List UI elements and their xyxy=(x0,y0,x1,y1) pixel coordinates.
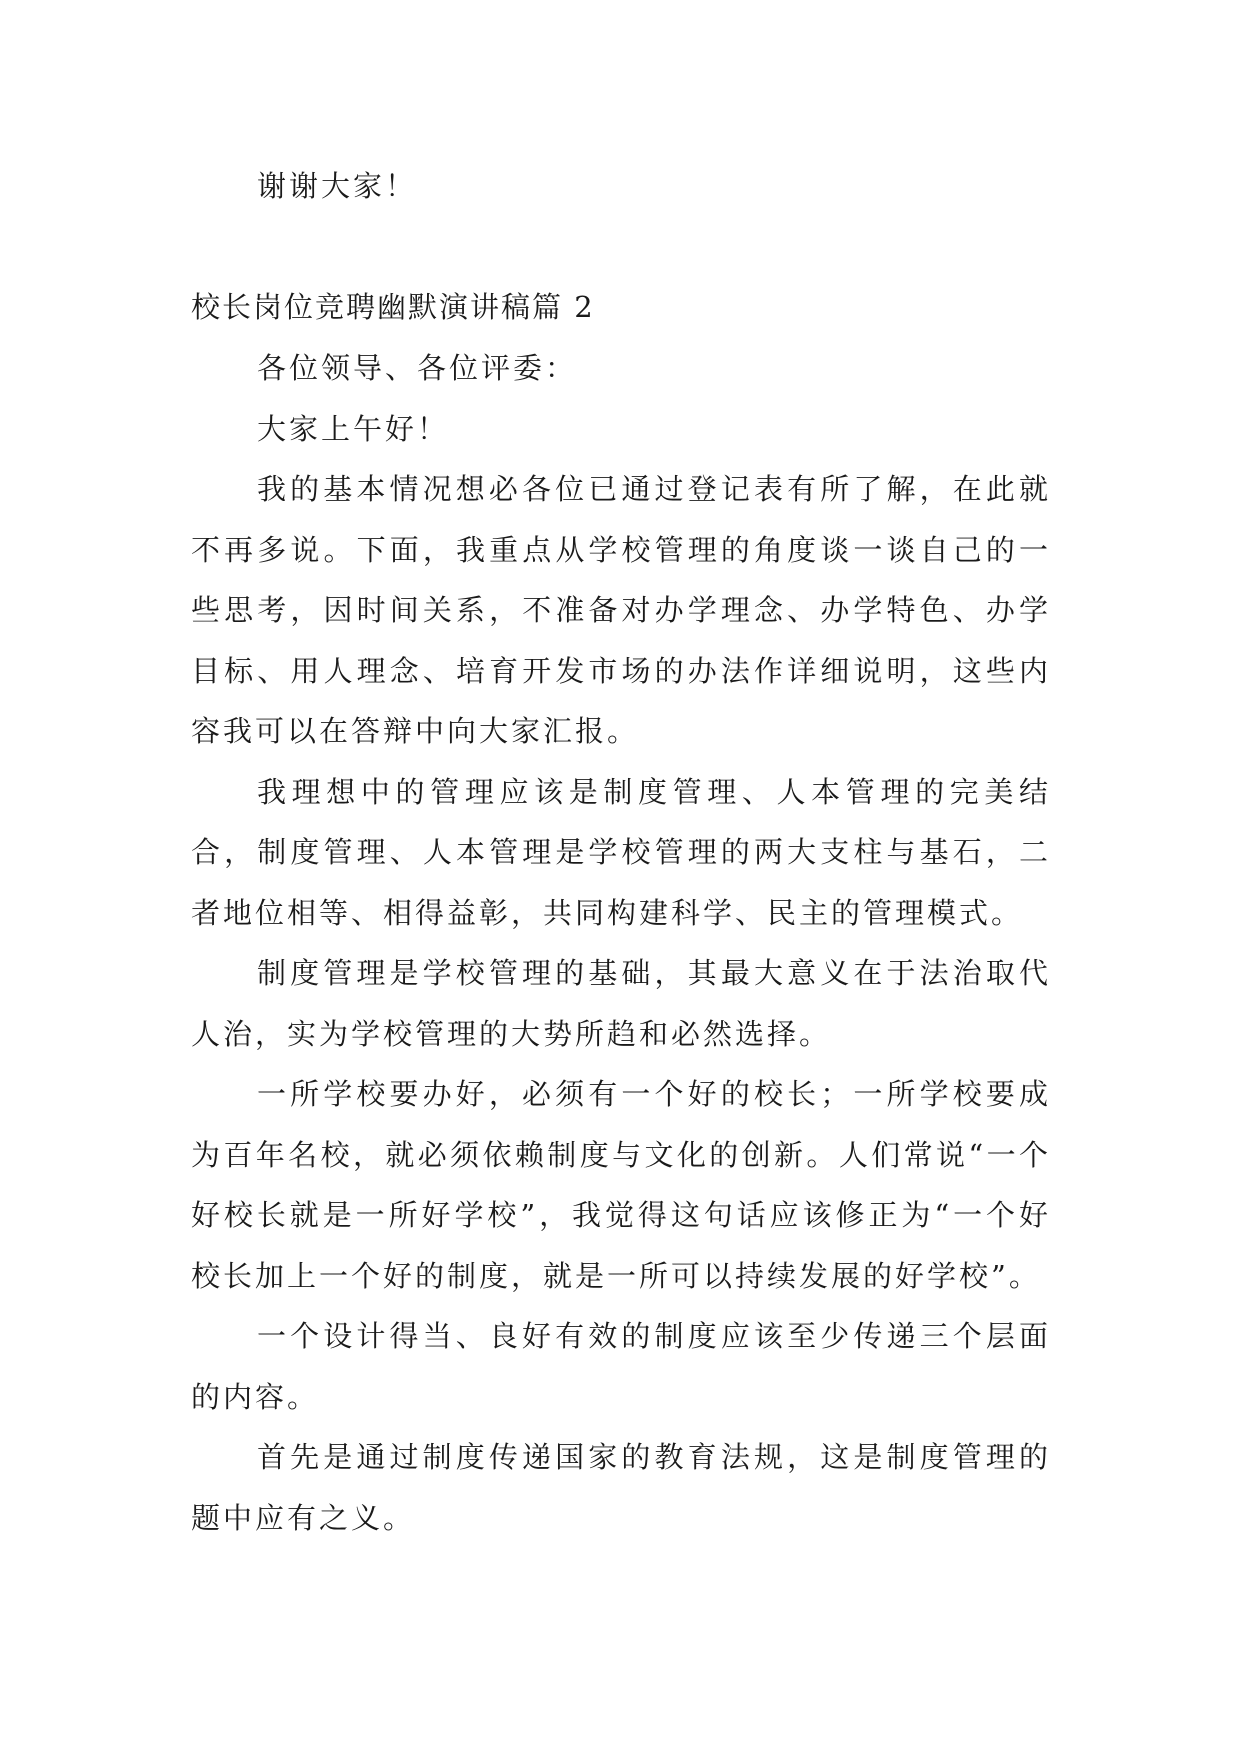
paragraph-greeting: 大家上午好！ xyxy=(257,411,450,446)
paragraph: 一所学校要办好，必须有一个好的校长；一所学校要成为百年名校，就必须依赖制度与文化的创新。人们常说“一个好校长就是一所好学校”，我觉得这句话应该修正为“一个好校长加上一个好的制度，就是一所可以持续发展的好学校”。 xyxy=(191,1077,1051,1293)
paragraph: 首先是通过制度传递国家的教育法规，这是制度管理的题中应有之义。 xyxy=(191,1440,1051,1535)
paragraph: 我的基本情况想必各位已通过登记表有所了解，在此就不再多说。下面，我重点从学校管理的角度谈一谈自己的一些思考，因时间关系，不准备对办学理念、办学特色、办学目标、用人理念、培育开发市场的办法作详细说明，这些内容我可以在答辩中向大家汇报。 xyxy=(191,472,1051,748)
paragraph: 我理想中的管理应该是制度管理、人本管理的完美结合，制度管理、人本管理是学校管理的两大支柱与基石，二者地位相等、相得益彰，共同构建科学、民主的管理模式。 xyxy=(191,774,1051,930)
paragraph: 制度管理是学校管理的基础，其最大意义在于法治取代人治，实为学校管理的大势所趋和必然选择。 xyxy=(191,956,1051,1051)
paragraph: 一个设计得当、良好有效的制度应该至少传递三个层面的内容。 xyxy=(191,1319,1051,1414)
paragraph-salutation: 各位领导、各位评委： xyxy=(257,351,578,385)
body-text xyxy=(191,338,1051,1548)
closing-line: 谢谢大家！ xyxy=(257,169,418,203)
section-title: 校长岗位竞聘幽默演讲稿篇 2 xyxy=(191,290,595,324)
